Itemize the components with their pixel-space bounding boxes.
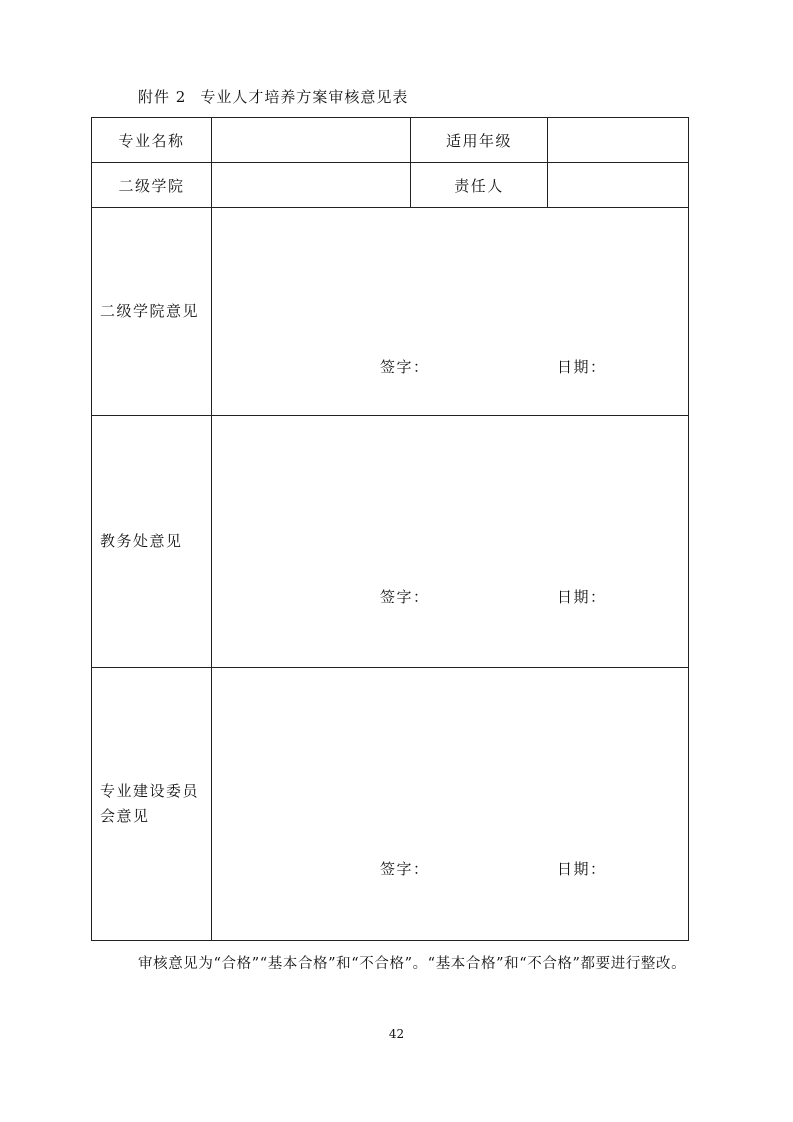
college-label: 二级学院 <box>92 163 212 208</box>
major-name-label: 专业名称 <box>92 118 212 163</box>
college-opinion-row <box>92 208 689 416</box>
responsible-person-field[interactable] <box>548 163 689 208</box>
committee-opinion-row <box>92 668 689 941</box>
committee-opinion-field[interactable] <box>212 668 689 941</box>
academic-affairs-opinion-field[interactable] <box>212 416 689 668</box>
college-row <box>92 163 689 208</box>
college-opinion-label: 二级学院意见 <box>92 208 212 416</box>
responsible-person-label: 责任人 <box>411 163 548 208</box>
academic-affairs-opinion-row <box>92 416 689 668</box>
review-opinion-form <box>91 117 689 941</box>
major-name-field[interactable] <box>212 118 411 163</box>
applicable-grade-field[interactable] <box>548 118 689 163</box>
committee-date-label: 日期： <box>557 860 607 878</box>
college-field[interactable] <box>212 163 411 208</box>
committee-sign-label: 签字： <box>380 860 430 878</box>
committee-opinion-label: 专业建设委员会意见 <box>92 668 212 941</box>
college-opinion-field[interactable] <box>212 208 689 416</box>
attachment-label: 附件 2 <box>138 88 187 106</box>
academic-affairs-opinion-label: 教务处意见 <box>92 416 212 668</box>
academic-affairs-date-label: 日期： <box>557 588 607 606</box>
college-opinion-date-label: 日期： <box>557 358 607 376</box>
form-title: 专业人才培养方案审核意见表 <box>200 88 409 106</box>
review-footnote: 审核意见为“合格”“基本合格”和“不合格”。“基本合格”和“不合格”都要进行整改。 <box>138 956 687 972</box>
major-row <box>92 118 689 163</box>
academic-affairs-sign-label: 签字： <box>380 588 430 606</box>
applicable-grade-label: 适用年级 <box>411 118 548 163</box>
form-heading <box>138 86 408 107</box>
college-opinion-sign-label: 签字： <box>380 358 430 376</box>
page-number: 42 <box>388 1027 405 1041</box>
